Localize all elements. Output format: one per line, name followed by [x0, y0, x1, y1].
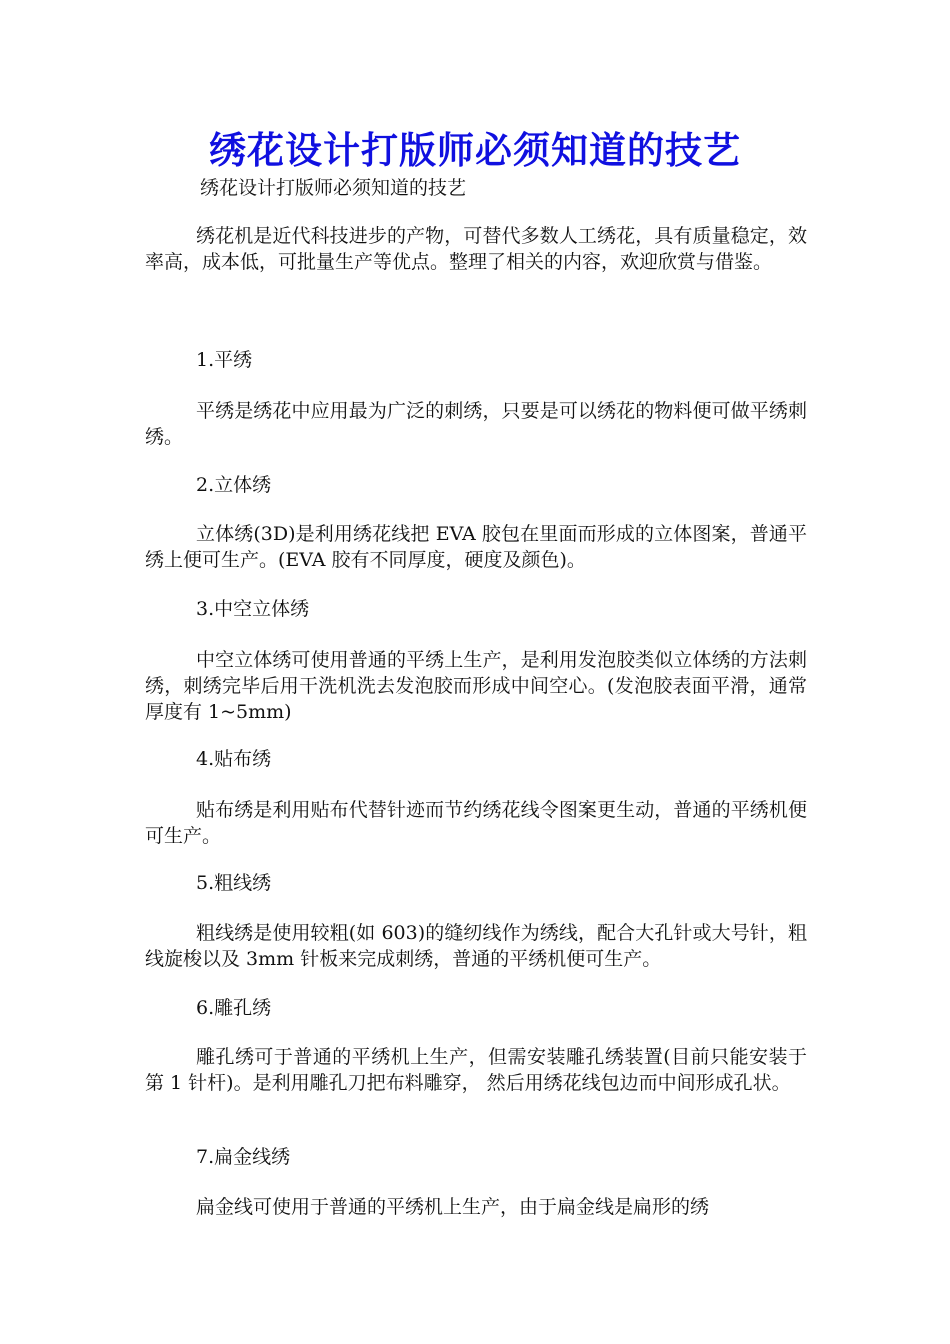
section-body-4: 贴布绣是利用贴布代替针迹而节约绣花线令图案更生动，普通的平绣机便可生产。 [145, 799, 807, 847]
document-title: 绣花设计打版师必须知道的技艺 [209, 128, 741, 172]
section-body-1: 平绣是绣花中应用最为广泛的刺绣，只要是可以绣花的物料便可做平绣刺绣。 [145, 400, 807, 448]
section-heading-6: 6.雕孔绣 [196, 997, 272, 1019]
section-body-5: 粗线绣是使用较粗(如 603)的缝纫线作为绣线，配合大孔针或大号针，粗线旋梭以及 3mm 针板来完成刺绣，普通的平绣机便可生产。 [145, 922, 807, 970]
section-body-6: 雕孔绣可于普通的平绣机上生产，但需安装雕孔绣装置(目前只能安装于第 1 针杆)。是利用雕孔刀把布料雕穿， 然后用绣花线包边而中间形成孔状。 [145, 1046, 807, 1094]
section-body-3: 中空立体绣可使用普通的平绣上生产，是利用发泡胶类似立体绣的方法刺绣，刺绣完毕后用干洗机洗去发泡胶而形成中间空心。(发泡胶表面平滑，通常厚度有 1~5mm) [145, 649, 807, 723]
section-body-7: 扁金线可使用于普通的平绣机上生产，由于扁金线是扁形的绣 [196, 1196, 710, 1218]
section-heading-3: 3.中空立体绣 [196, 598, 310, 620]
section-heading-5: 5.粗线绣 [196, 872, 272, 894]
intro-paragraph: 绣花机是近代科技进步的产物，可替代多数人工绣花，具有质量稳定，效率高，成本低，可批量生产等优点。整理了相关的内容，欢迎欣赏与借鉴。 [145, 225, 807, 273]
section-heading-7: 7.扁金线绣 [196, 1146, 291, 1168]
section-body-2: 立体绣(3D)是利用绣花线把 EVA 胶包在里面而形成的立体图案，普通平绣上便可生产。(EVA 胶有不同厚度，硬度及颜色)。 [145, 523, 807, 571]
section-heading-2: 2.立体绣 [196, 474, 272, 496]
section-heading-4: 4.贴布绣 [196, 748, 272, 770]
section-heading-1: 1.平绣 [196, 349, 253, 371]
document-subtitle: 绣花设计打版师必须知道的技艺 [200, 177, 467, 199]
